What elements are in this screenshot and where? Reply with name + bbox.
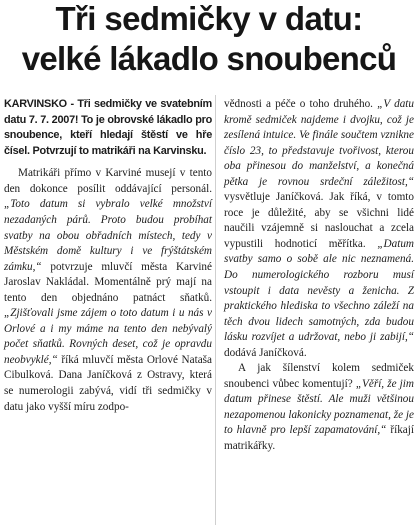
quote-run: „Věří, že jim datum přinese štěstí. Ale muži většinou nezapomenou lakonicky poznamenat, že je to hlavně pro lepší zapamatování,“ [224, 377, 414, 437]
body-paragraph [4, 166, 212, 415]
headline-line-2: velké lákadlo snoubenců [21, 40, 397, 77]
text-run: dodává Janíčková. [224, 346, 307, 359]
article-body [4, 97, 414, 525]
quote-run: „Zjišťovali jsme zájem o toto datum i u nás v Orlové a i my máme na tento den nebývalý počet sňatků. Rovných deset, což je opravdu neobvyklé,“ [4, 307, 212, 366]
quote-run: „Toto datum si vybralo velké množství nezadaných párů. Proto budou probíhat svatby na obou obřadních místech, tedy v Městském domě kultury i ve frýštátském zámku,“ [4, 198, 212, 273]
text-run: říká mluvčí města Orlové Nataša Cibulková. Dana Janíčková z Ostravy, která se numerologii zabývá, vidí tři sedmičky v datu jako vyšší míru zodpo- [4, 353, 212, 413]
column-right [224, 97, 414, 455]
text-run: Matrikáři přímo v Karviné musejí v tento den dokonce posílit oddávající personál. [4, 167, 212, 195]
lead-paragraph [4, 97, 212, 159]
text-run: vysvětluje Janíčková. Jak říká, v tomto roce je důležité, aby se všichni lidé naučili vzájemně si naslouchat a zcela vypustili hodnoticí měřítka. [224, 191, 414, 250]
quote-run: „Datum svatby samo o sobě ale nic neznamená. Do numerologického rozboru musí vstoupit i data nevěsty a ženicha. Z praktického hlediska to všechno záleží na těch dvou lidech samotných, zda budou lásku rozvíjet a udržovat, nebo ji zabijí,“ [224, 237, 414, 344]
quote-run: „V datu kromě sedmiček najdeme i dvojku, což je zesílená intuice. Ve finále součtem vznikne číslo 23, to představuje tvořivost, kterou oba přinesou do manželství, a konečná pětka je rovnou srdeční záležitost,“ [224, 98, 415, 188]
lead-text: - Tři sedmičky ve svatebním datu 7. 7. 2007! To je obrovské lákadlo pro snoubence, kteří hledají štěstí ve hře čísel. Potvrzují to matrikáři na Karvinsku. [4, 98, 212, 157]
headline-line-1: Tři sedmičky v datu: [55, 0, 363, 37]
text-run: říkají matrikářky. [224, 424, 414, 453]
body-paragraph [224, 361, 414, 454]
location-kicker: KARVINSKO [4, 98, 67, 110]
column-left [4, 97, 212, 415]
text-run: A jak šílenství kolem sedmiček snoubenci vůbec komentují? [224, 362, 414, 390]
text-run: vědnosti a péče o toho druhého. [224, 98, 378, 110]
article-headline [0, 0, 418, 80]
text-run: potvrzuje mluvčí města Karviné Jaroslav Nakládal. Momentálně prý mají na tento den objednáno patnáct sňatků. [4, 260, 212, 304]
body-paragraph [224, 97, 414, 361]
